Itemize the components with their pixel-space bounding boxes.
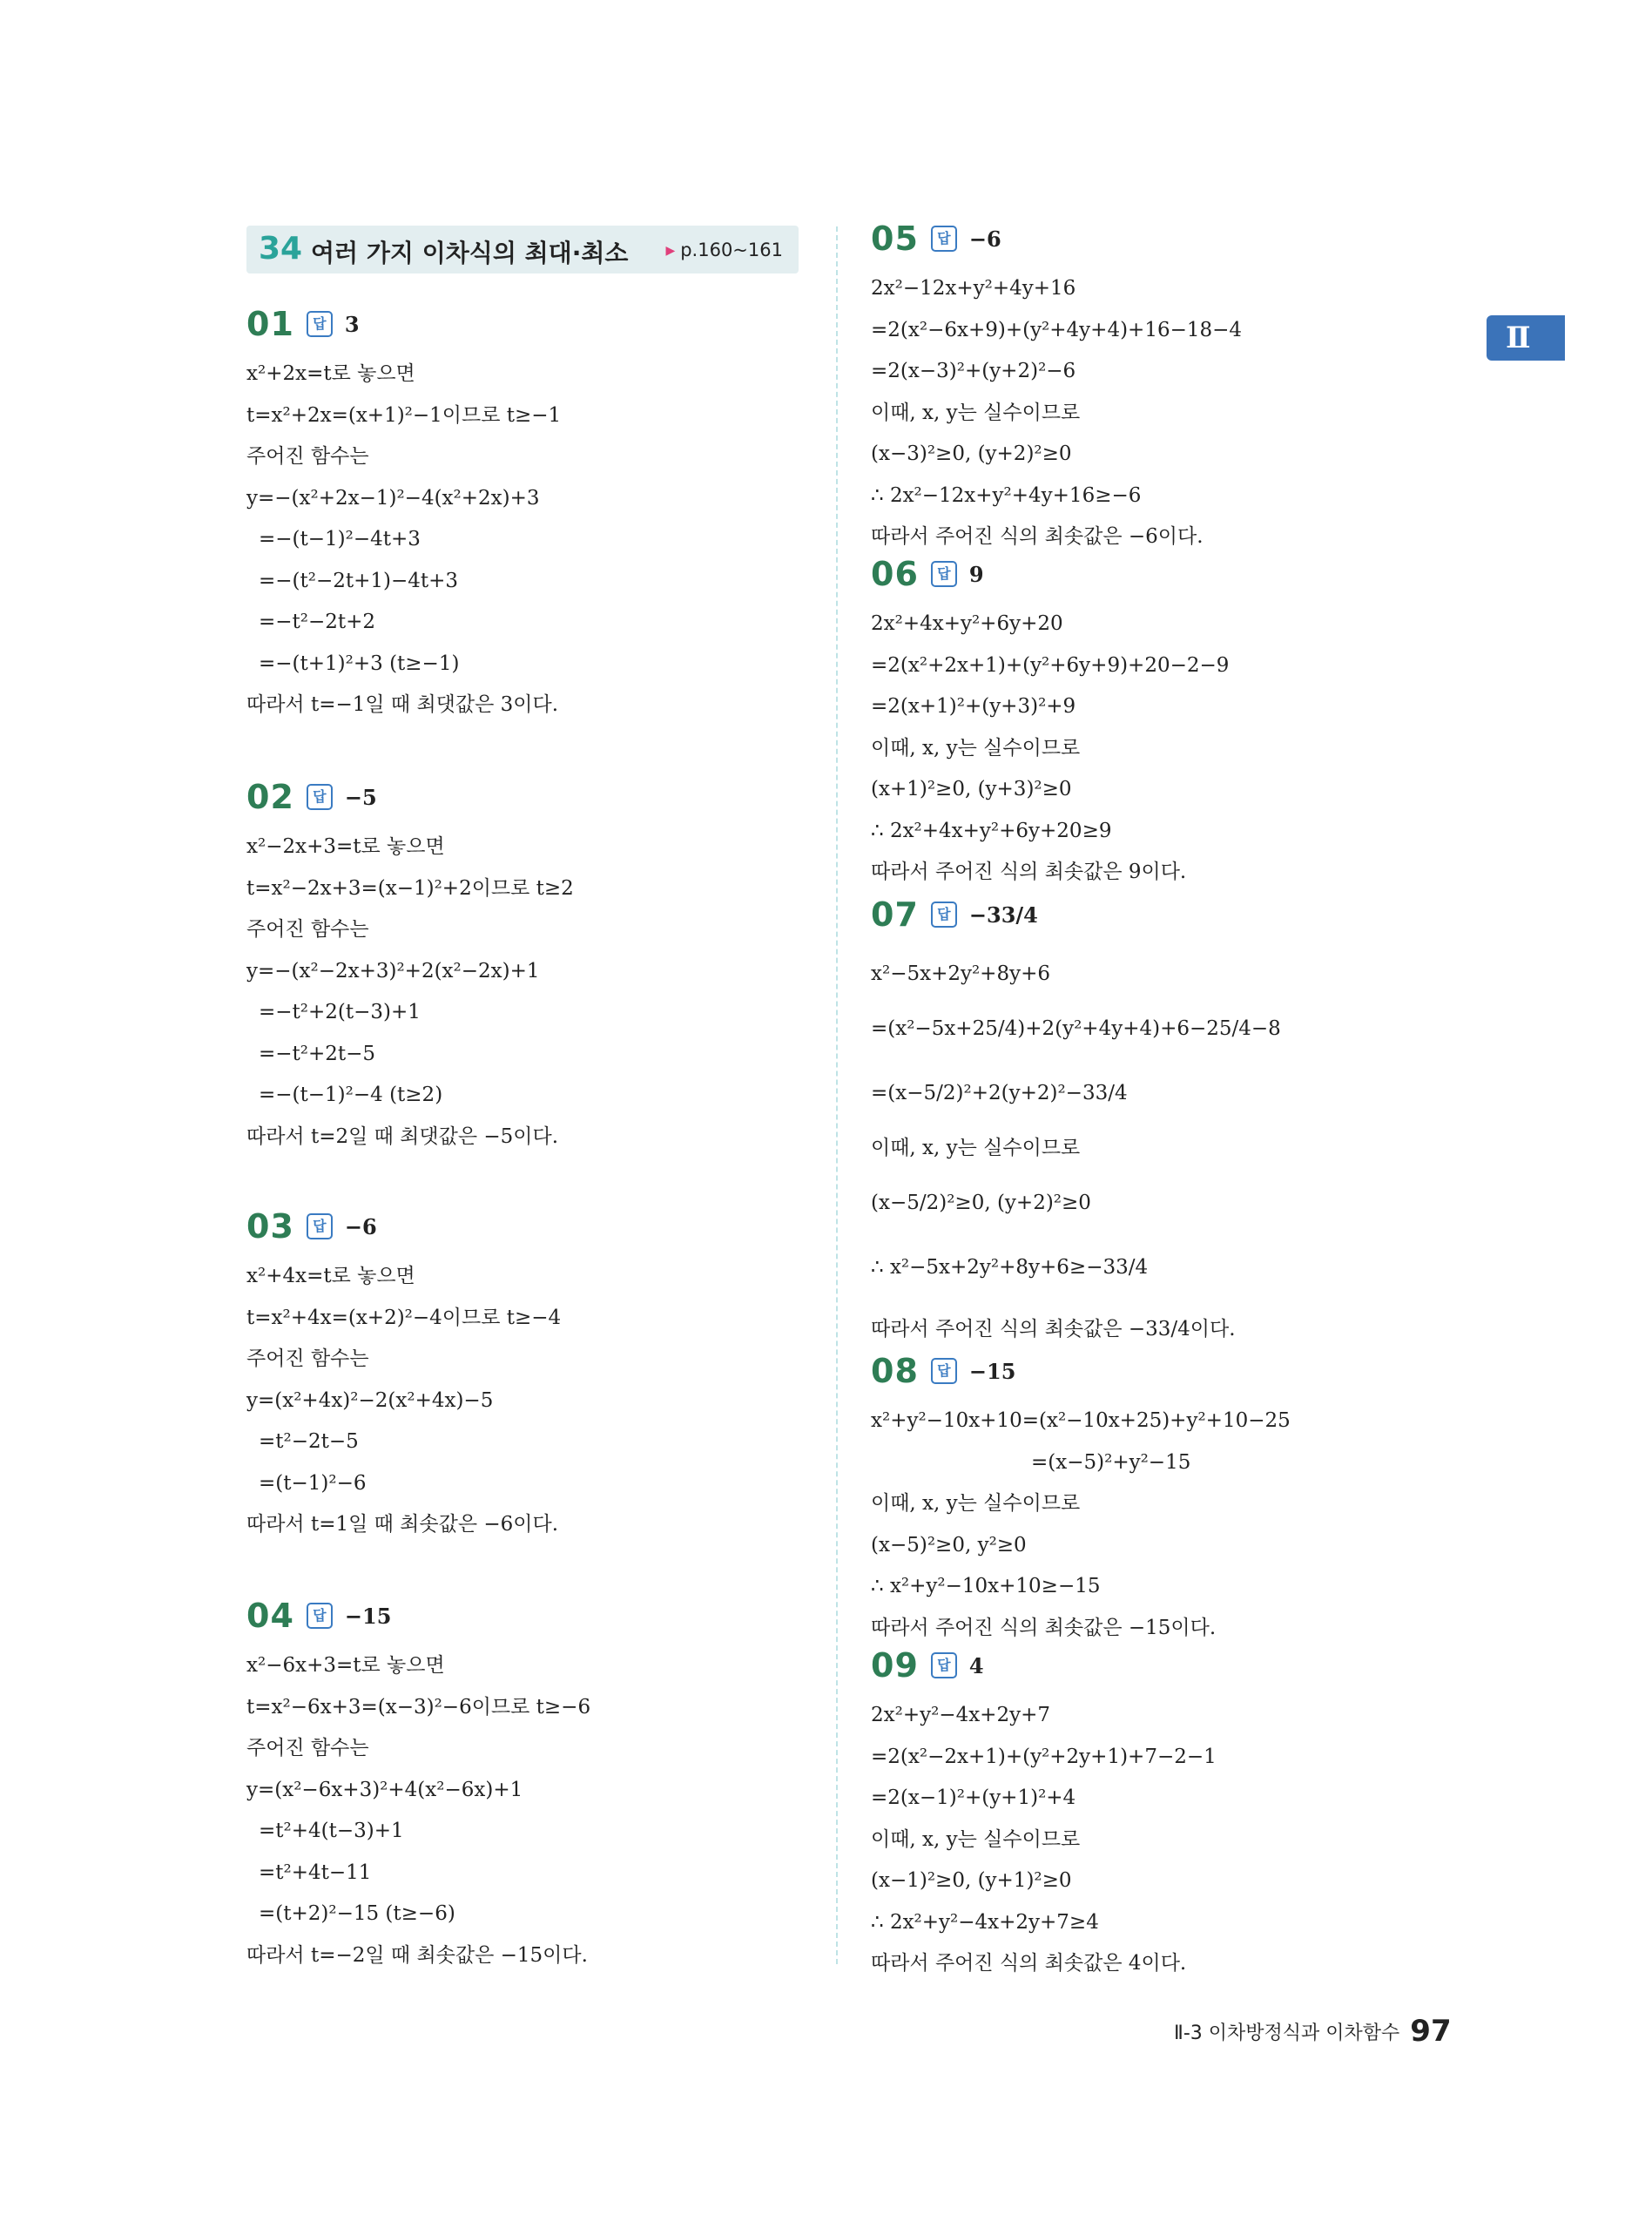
problem-05 [871,219,1242,558]
solution-line: =t²+4t−11 [259,1860,372,1884]
answer-badge-icon: 답 [307,1603,333,1629]
solution-line: 따라서 주어진 식의 최솟값은 −15이다. [871,1616,1217,1639]
solution-line: =(t−1)²−6 [259,1471,367,1495]
page-number: 97 [1410,2014,1452,2049]
solution-line: x²+y²−10x+10=(x²−10x+25)+y²+10−25 [871,1409,1291,1432]
problem-07 [871,895,1281,1359]
solution-line: 따라서 t=−1일 때 최댓값은 3이다. [246,693,559,716]
solution-line: =−t²−2t+2 [259,611,376,633]
solution-line: 따라서 t=2일 때 최댓값은 −5이다. [246,1124,559,1148]
answer-value: 3 [344,311,360,337]
solution-line: =2(x−1)²+(y+1)²+4 [871,1786,1076,1809]
solution-line: =−t²+2(t−3)+1 [259,1001,421,1023]
solution-line: 따라서 주어진 식의 최솟값은 4이다. [871,1952,1187,1975]
problem-header [246,1597,590,1645]
section-number: 34 [259,231,303,267]
solution-line: =2(x+1)²+(y+3)²+9 [871,695,1076,718]
solution-line: 주어진 함수는 [246,1737,369,1759]
problem-number: 04 [246,1597,294,1635]
answer-badge-icon: 답 [931,902,957,928]
answer-badge-icon: 답 [307,784,333,810]
solution-line: 따라서 주어진 식의 최솟값은 −6이다. [871,525,1204,548]
answer-badge-icon: 답 [931,1652,957,1678]
problem-number: 03 [246,1207,294,1246]
solution-line: ∴ 2x²+y²−4x+2y+7≥4 [871,1910,1099,1934]
answer-value: −15 [344,1603,392,1629]
page-reference [665,240,783,260]
triangle-icon: ▶ [665,244,676,258]
answer-value: −5 [344,784,377,810]
solution-line: =(x−5)²+y²−15 [1031,1450,1191,1474]
solution-line: 이때, x, y는 실수이므로 [871,1137,1081,1159]
solution-line: t=x²+2x=(x+1)²−1이므로 t≥−1 [246,403,562,427]
answer-badge-icon: 답 [307,311,333,337]
answer-badge-icon: 답 [307,1213,333,1239]
section-header [246,226,799,273]
solution-line: 따라서 t=1일 때 최솟값은 −6이다. [246,1513,559,1536]
problem-header [871,895,1281,951]
answer-badge-icon: 답 [931,226,957,252]
problem-header [871,219,1242,268]
solution-line: 2x²+y²−4x+2y+7 [871,1704,1050,1726]
solution-line: (x−5)²≥0, y²≥0 [871,1533,1027,1557]
page-footer [1174,2012,1452,2050]
solution-line: 이때, x, y는 실수이므로 [871,736,1081,760]
problem-08 [871,1352,1291,1649]
answer-badge-icon: 답 [931,1358,957,1384]
chapter-label: Ⅱ-3 이차방정식과 이차함수 [1174,2023,1400,2044]
solution-line: y=(x²+4x)²−2(x²+4x)−5 [246,1388,494,1412]
solution-line: y=−(x²−2x+3)²+2(x²−2x)+1 [246,959,540,983]
problem-header [871,1646,1217,1695]
solution-line: (x−1)²≥0, (y+1)²≥0 [871,1869,1072,1892]
solution-line: =2(x−3)²+(y+2)²−6 [871,360,1076,382]
solution-line: =−(t²−2t+1)−4t+3 [259,569,459,592]
problem-02 [246,778,574,1158]
answer-value: 9 [968,561,984,587]
solution-line: =2(x²−2x+1)+(y²+2y+1)+7−2−1 [871,1745,1217,1768]
solution-line: =−(t−1)²−4t+3 [259,528,421,550]
problem-06 [871,555,1229,894]
solution-line: =−t²+2t−5 [259,1042,376,1065]
chapter-tab: Ⅱ [1487,315,1565,361]
answer-value: −6 [344,1213,377,1239]
problem-header [246,305,561,354]
problem-09 [871,1646,1217,1985]
solution-line: (x+1)²≥0, (y+3)²≥0 [871,778,1072,800]
solution-line: x²−6x+3=t로 놓으면 [246,1654,445,1677]
solution-line: 이때, x, y는 실수이므로 [871,1827,1081,1851]
solution-line: 따라서 t=−2일 때 최솟값은 −15이다. [246,1943,588,1967]
solution-line: t=x²+4x=(x+2)²−4이므로 t≥−4 [246,1306,562,1329]
solution-line: x²−5x+2y²+8y+6 [871,962,1050,985]
problem-number: 08 [871,1352,919,1390]
problem-01 [246,305,561,726]
solution-line: =(x²−5x+25/4)+2(y²+4y+4)+6−25/4−8 [871,1017,1281,1040]
solution-line: =−(t+1)²+3 (t≥−1) [259,652,460,675]
solution-line: ∴ x²+y²−10x+10≥−15 [871,1575,1101,1597]
column-divider [836,226,838,1964]
answer-badge-icon: 답 [931,561,957,587]
solution-line: =(t+2)²−15 (t≥−6) [259,1902,455,1925]
solution-line: ∴ 2x²−12x+y²+4y+16≥−6 [871,483,1142,507]
solution-line: =−(t−1)²−4 (t≥2) [259,1084,443,1106]
solution-line: y=−(x²+2x−1)²−4(x²+2x)+3 [246,486,540,510]
solution-line: ∴ 2x²+4x+y²+6y+20≥9 [871,819,1112,842]
solution-line: x²+4x=t로 놓으면 [246,1265,415,1287]
solution-line: 주어진 함수는 [246,445,369,468]
solution-line: 주어진 함수는 [246,1347,369,1370]
problem-number: 02 [246,778,294,816]
solution-line: 주어진 함수는 [246,918,369,941]
solution-line: (x−5/2)²≥0, (y+2)²≥0 [871,1192,1091,1214]
answer-value: 4 [968,1652,984,1678]
answer-value: −6 [968,226,1001,252]
solution-line: y=(x²−6x+3)²+4(x²−6x)+1 [246,1778,523,1801]
solution-line: 따라서 주어진 식의 최솟값은 9이다. [871,861,1187,883]
answer-value: −33/4 [968,902,1038,928]
solution-line: ∴ x²−5x+2y²+8y+6≥−33/4 [871,1256,1149,1279]
solution-line: 이때, x, y는 실수이므로 [871,401,1081,424]
solution-line: t=x²−6x+3=(x−3)²−6이므로 t≥−6 [246,1695,591,1719]
solution-line: =t²−2t−5 [259,1430,359,1453]
solution-line: =2(x²−6x+9)+(y²+4y+4)+16−18−4 [871,318,1243,341]
problem-number: 05 [871,219,919,258]
problem-header [871,555,1229,604]
problem-03 [246,1207,561,1546]
solution-line: x²−2x+3=t로 놓으면 [246,835,445,858]
answer-value: −15 [968,1358,1016,1384]
problem-number: 07 [871,895,919,934]
problem-number: 09 [871,1646,919,1685]
problem-number: 06 [871,555,919,593]
problem-04 [246,1597,590,1976]
problem-header [246,1207,561,1256]
solution-line: t=x²−2x+3=(x−1)²+2이므로 t≥2 [246,876,574,900]
solution-line: =(x−5/2)²+2(y+2)²−33/4 [871,1082,1128,1104]
problem-header [246,778,574,827]
solution-line: 2x²−12x+y²+4y+16 [871,277,1076,300]
solution-line: x²+2x=t로 놓으면 [246,362,415,385]
solution-line: 따라서 주어진 식의 최솟값은 −33/4이다. [871,1318,1236,1340]
solution-line: 이때, x, y는 실수이므로 [871,1492,1081,1515]
problem-number: 01 [246,305,294,343]
section-title: 여러 가지 이차식의 최대·최소 [311,239,629,267]
solution-line: (x−3)²≥0, (y+2)²≥0 [871,442,1072,465]
solution-line: =2(x²+2x+1)+(y²+6y+9)+20−2−9 [871,653,1230,677]
solution-line: 2x²+4x+y²+6y+20 [871,612,1063,635]
page-reference-text: p.160~161 [680,240,783,260]
solution-line: =t²+4(t−3)+1 [259,1820,404,1842]
problem-header [871,1352,1291,1401]
